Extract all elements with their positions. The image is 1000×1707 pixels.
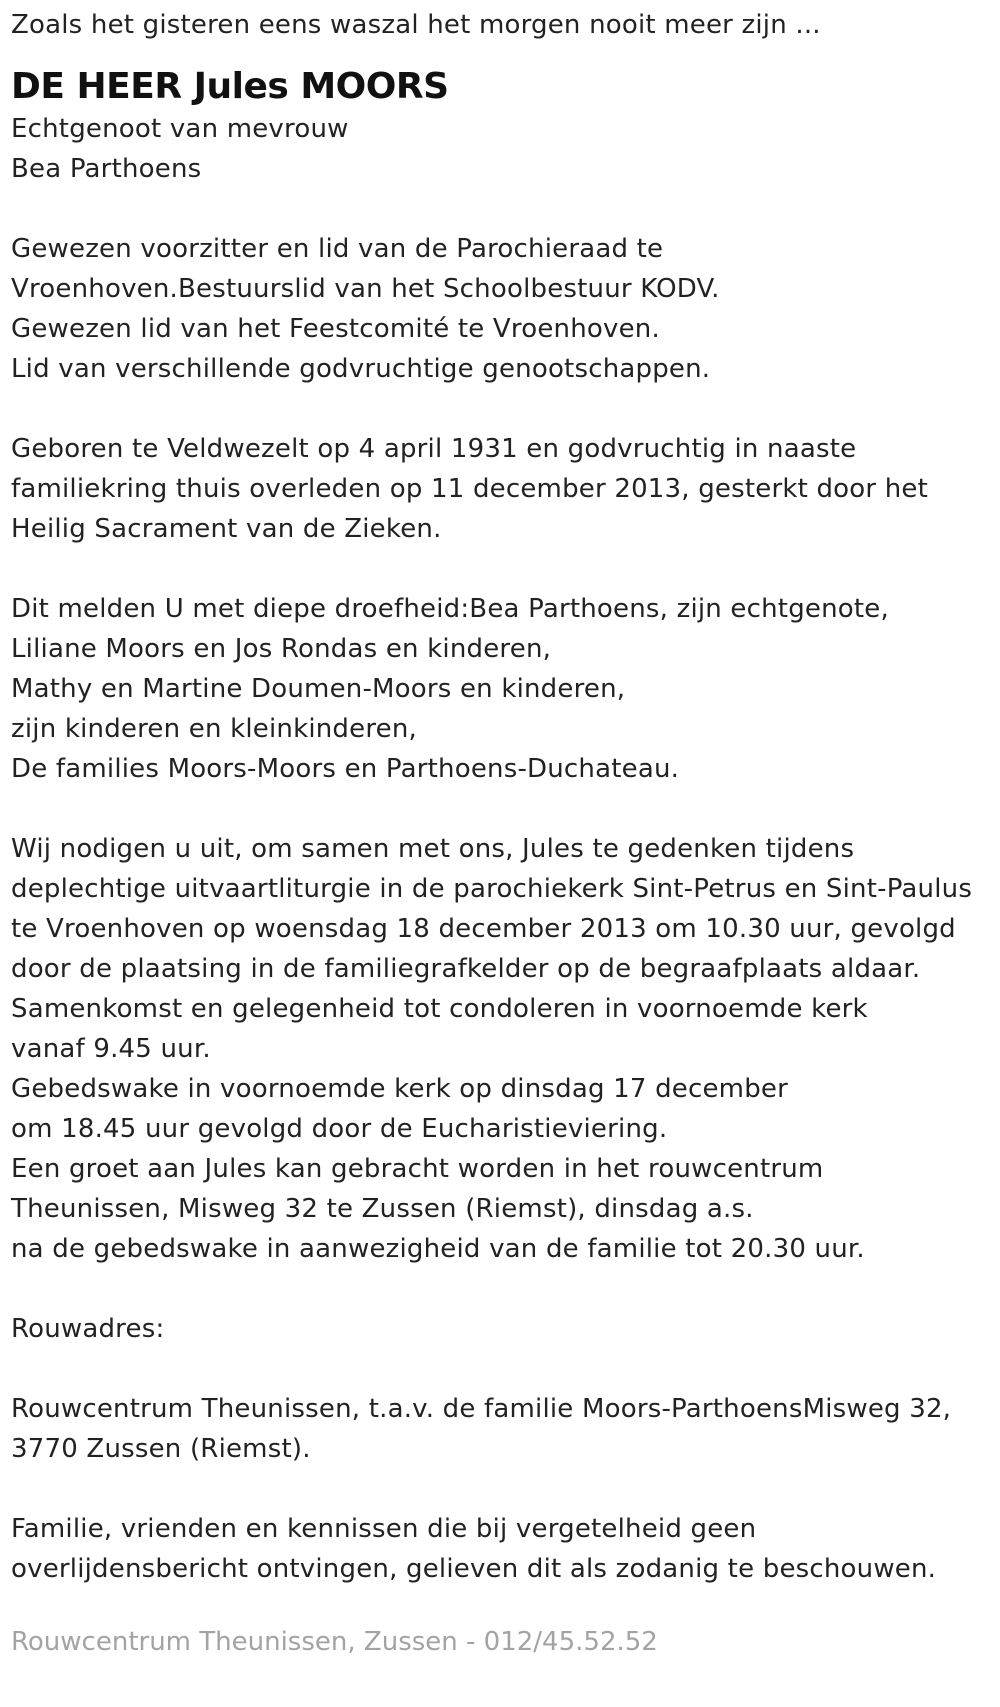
closing-line: overlijdensbericht ontvingen, gelieven dit als zodanig te beschouwen. <box>11 1554 937 1584</box>
spouse-section <box>11 109 996 189</box>
funeral-line: te Vroenhoven op woensdag 18 december 2013 om 10.30 uur, gevolgd <box>11 914 956 944</box>
deceased-name: DE HEER Jules MOORS <box>11 66 449 107</box>
spouse-line: Echtgenoot van mevrouw <box>11 114 349 144</box>
family-line: Mathy en Martine Doumen-Moors en kinderen, <box>11 674 626 704</box>
roles-line: Vroenhoven.Bestuurslid van het Schoolbestuur KODV. <box>11 274 720 304</box>
funeral-home-footer: Rouwcentrum Theunissen, Zussen - 012/45.52.52 <box>11 1627 658 1657</box>
family-line: zijn kinderen en kleinkinderen, <box>11 714 417 744</box>
funeral-line: door de plaatsing in de familiegrafkelder op de begraafplaats aldaar. <box>11 954 921 984</box>
birth-death-line: familiekring thuis overleden op 11 december 2013, gesterkt door het <box>11 474 929 504</box>
funeral-line: Gebedswake in voornoemde kerk op dinsdag 17 december <box>11 1074 788 1104</box>
address-line: 3770 Zussen (Riemst). <box>11 1434 311 1464</box>
obituary-notice <box>11 0 996 1662</box>
closing-section <box>11 1509 996 1589</box>
birth-death-line: Geboren te Veldwezelt op 4 april 1931 en godvruchtig in naaste <box>11 434 857 464</box>
spouse-line: Bea Parthoens <box>11 154 202 184</box>
funeral-line: Een groet aan Jules kan gebracht worden in het rouwcentrum <box>11 1154 824 1184</box>
family-line: De families Moors-Moors en Parthoens-Duchateau. <box>11 754 680 784</box>
birth-death-section <box>11 429 996 549</box>
family-line: Liliane Moors en Jos Rondas en kinderen, <box>11 634 552 664</box>
birth-death-line: Heilig Sacrament van de Zieken. <box>11 514 442 544</box>
roles-line: Gewezen voorzitter en lid van de Parochieraad te <box>11 234 664 264</box>
closing-line: Familie, vrienden en kennissen die bij vergetelheid geen <box>11 1514 757 1544</box>
roles-line: Lid van verschillende godvruchtige genootschappen. <box>11 354 711 384</box>
funeral-line: vanaf 9.45 uur. <box>11 1034 211 1064</box>
address-section <box>11 1389 996 1469</box>
intro-quote: Zoals het gisteren eens waszal het morgen nooit meer zijn ... <box>11 10 821 40</box>
address-line: Rouwcentrum Theunissen, t.a.v. de familie Moors-ParthoensMisweg 32, <box>11 1394 952 1424</box>
roles-section <box>11 229 996 389</box>
funeral-line: Wij nodigen u uit, om samen met ons, Jules te gedenken tijdens <box>11 834 855 864</box>
address-label: Rouwadres: <box>11 1314 165 1344</box>
family-line: Dit melden U met diepe droefheid:Bea Parthoens, zijn echtgenote, <box>11 594 889 624</box>
family-section <box>11 589 996 789</box>
funeral-line: Samenkomst en gelegenheid tot condoleren in voornoemde kerk <box>11 994 868 1024</box>
funeral-line: om 18.45 uur gevolgd door de Eucharistieviering. <box>11 1114 668 1144</box>
funeral-section <box>11 829 996 1269</box>
funeral-line: na de gebedswake in aanwezigheid van de familie tot 20.30 uur. <box>11 1234 865 1264</box>
funeral-line: Theunissen, Misweg 32 te Zussen (Riemst), dinsdag a.s. <box>11 1194 754 1224</box>
funeral-line: deplechtige uitvaartliturgie in de parochiekerk Sint-Petrus en Sint-Paulus <box>11 874 973 904</box>
roles-line: Gewezen lid van het Feestcomité te Vroenhoven. <box>11 314 660 344</box>
